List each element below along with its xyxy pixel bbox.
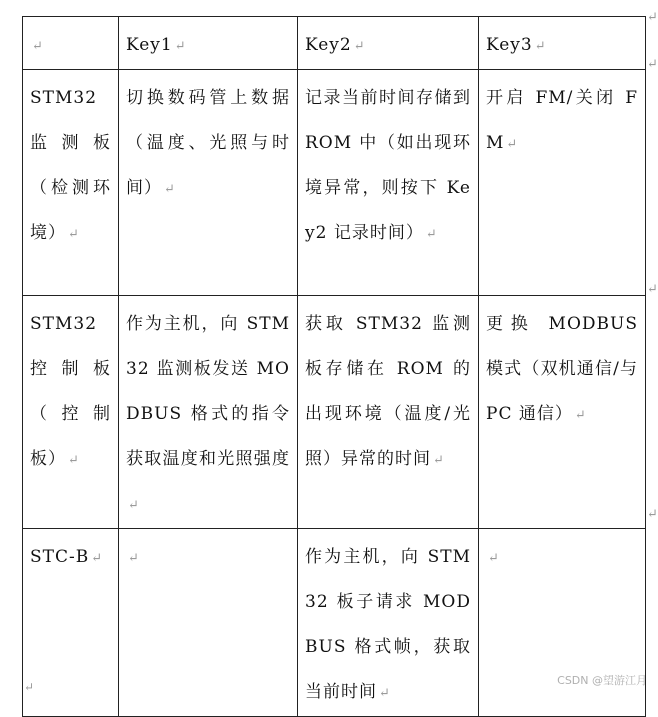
row-end-mark: ↵ (647, 282, 658, 297)
header-cell-empty: ↵ (23, 17, 119, 70)
header-row (23, 17, 646, 70)
row-end-mark: ↵ (647, 57, 658, 72)
cell-monitor-key3: 开启 FM/关闭 FM ↵ (479, 70, 646, 296)
key-function-table (22, 16, 646, 717)
cell-stcb-key2: 作为主机，向 STM32 板子请求 MODBUS 格式帧，获取当前时间 ↵ (298, 529, 479, 717)
row-label-control-board: STM32 控制板（控制板） ↵ (23, 296, 119, 529)
cell-monitor-key2: 记录当前时间存储到 ROM 中（如出现环境异常，则按下 Key2 记录时间） ↵ (298, 70, 479, 296)
cell-control-key3: 更换 MODBUS 模式（双机通信/与 PC 通信） ↵ (479, 296, 646, 529)
table-row (23, 296, 646, 529)
header-cell-key3: Key3 ↵ (479, 17, 646, 70)
paragraph-end-mark: ↵ (24, 680, 35, 694)
table-row (23, 529, 646, 717)
cell-stcb-key1: ↵ (119, 529, 298, 717)
header-cell-key2: Key2 ↵ (298, 17, 479, 70)
cell-stcb-key3: ↵ (479, 529, 646, 717)
row-end-mark: ↵ (647, 507, 658, 522)
cell-control-key2: 获取 STM32 监测板存储在 ROM 的出现环境（温度/光照）异常的时间 ↵ (298, 296, 479, 529)
header-cell-key1: Key1 ↵ (119, 17, 298, 70)
watermark-text: CSDN @望游江月 (557, 674, 647, 687)
cell-control-key1: 作为主机，向 STM32 监测板发送 MODBUS 格式的指令获取温度和光照强度↵ (119, 296, 298, 529)
row-label-monitor-board: STM32 监测板（检测环境） ↵ (23, 70, 119, 296)
row-end-mark: ↵ (647, 10, 658, 25)
table-row (23, 70, 646, 296)
cell-monitor-key1: 切换数码管上数据（温度、光照与时间） ↵ (119, 70, 298, 296)
row-label-stc-b: STC-B ↵ (23, 529, 119, 717)
